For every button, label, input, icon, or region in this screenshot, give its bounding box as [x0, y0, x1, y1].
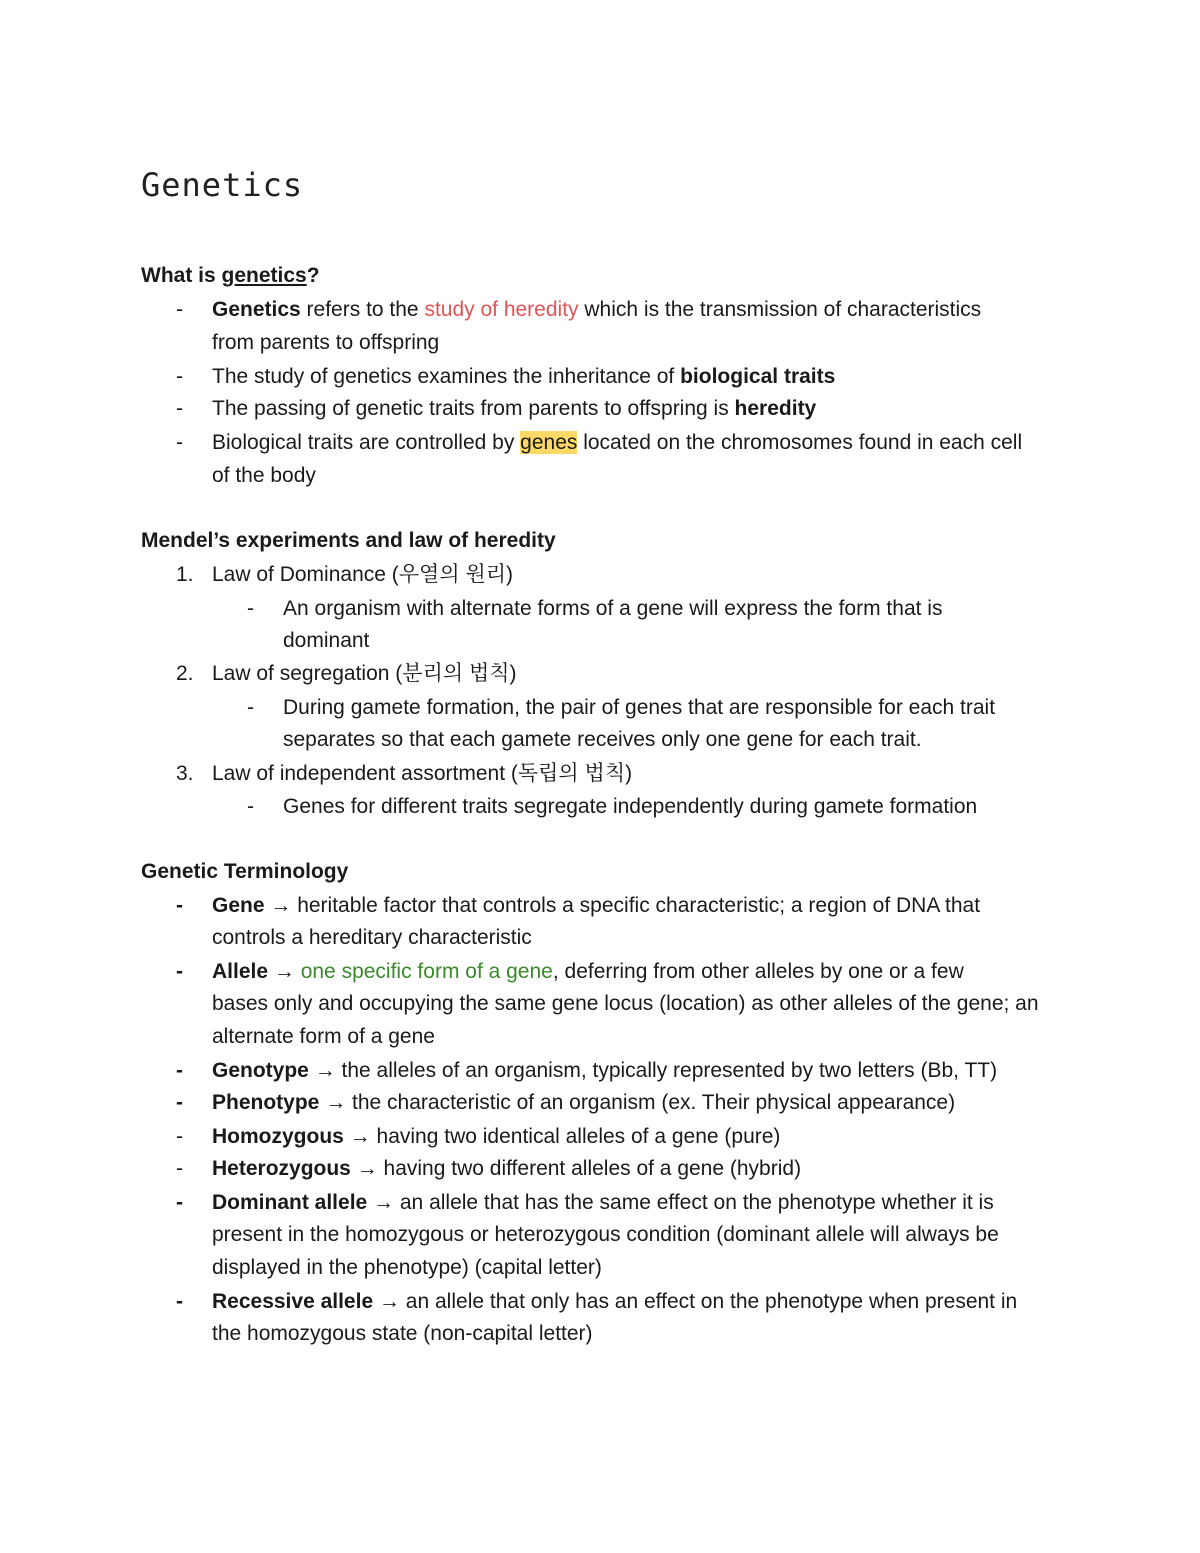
list-number: 2. — [176, 662, 194, 685]
sub-bullet-line: Genes for different traits segregate independently during gamete formation — [283, 795, 978, 818]
term-line — [212, 1054, 997, 1087]
bullet-dash: - — [176, 1191, 183, 1214]
definition-continuation: the homozygous state (non-capital letter) — [212, 1322, 593, 1345]
definition: → an allele that has the same effect on the phenotype whether it is — [367, 1191, 994, 1214]
definition-continuation: bases only and occupying the same gene locus (location) as other alleles of the gene; an — [212, 992, 1039, 1015]
definition: → an allele that only has an effect on the phenotype when present in — [373, 1290, 1018, 1313]
term-line — [212, 889, 980, 922]
bold-term: biological traits — [680, 365, 836, 388]
text: The study of genetics examines the inheritance of — [212, 365, 681, 388]
bullet-dash: - — [176, 1157, 183, 1180]
page-title: Genetics — [141, 166, 304, 204]
bullet-dash: - — [176, 298, 183, 321]
list-number: 3. — [176, 762, 194, 785]
definition: → having two identical alleles of a gene (pure) — [343, 1125, 781, 1148]
definition-continuation: controls a hereditary characteristic — [212, 926, 532, 949]
bullet-dash: - — [176, 894, 183, 917]
arrow: → — [268, 960, 301, 983]
definition: , deferring from other alleles by one or a few — [552, 960, 964, 983]
term-line — [212, 1152, 801, 1185]
term-allele: Allele — [212, 960, 269, 983]
heading-suffix: ? — [306, 264, 320, 287]
text: which is the transmission of characteristics — [578, 298, 982, 321]
bullet-line — [212, 392, 816, 425]
text: Biological traits are controlled by — [212, 431, 521, 454]
bold-term: Genetics — [212, 298, 301, 321]
highlighted-text: genes — [520, 431, 578, 454]
sub-bullet-line: During gamete formation, the pair of genes that are responsible for each trait — [283, 696, 996, 719]
highlight-green-text: one specific form of a gene — [300, 960, 553, 983]
highlight-red-text: study of heredity — [424, 298, 579, 321]
term-genotype: Genotype — [212, 1059, 309, 1082]
list-item-label: Law of Dominance (우열의 원리) — [212, 563, 514, 586]
term-line — [212, 1120, 780, 1153]
list-number: 1. — [176, 563, 194, 586]
bullet-line — [212, 426, 1022, 459]
term-phenotype: Phenotype — [212, 1091, 320, 1114]
bold-term: heredity — [734, 397, 817, 420]
text: The passing of genetic traits from parents to offspring is — [212, 397, 735, 420]
bullet-dash: - — [176, 1091, 183, 1114]
definition: → heritable factor that controls a specific characteristic; a region of DNA that — [264, 894, 981, 917]
bullet-dash: - — [176, 1059, 183, 1082]
section-heading-mendel: Mendel’s experiments and law of heredity — [141, 529, 556, 552]
sub-bullet-dash: - — [247, 597, 254, 620]
bullet-dash: - — [176, 960, 183, 983]
heading-genetics-underlined: genetics — [221, 264, 307, 287]
definition: → the alleles of an organism, typically represented by two letters (Bb, TT) — [308, 1059, 998, 1082]
list-item-label: Law of independent assortment (독립의 법칙) — [212, 762, 633, 785]
bullet-dash: - — [176, 431, 183, 454]
bullet-dash: - — [176, 397, 183, 420]
text: located on the chromosomes found in each cell — [577, 431, 1023, 454]
definition-continuation: displayed in the phenotype) (capital letter) — [212, 1256, 602, 1279]
term-homozygous: Homozygous — [212, 1125, 344, 1148]
term-line — [212, 1285, 1017, 1318]
definition-continuation: present in the homozygous or heterozygous condition (dominant allele will always be — [212, 1223, 999, 1246]
definition-continuation: alternate form of a gene — [212, 1025, 435, 1048]
section-heading-what-is-genetics — [141, 264, 320, 288]
term-line — [212, 1186, 994, 1219]
term-line — [212, 1086, 955, 1119]
term-dominant-allele: Dominant allele — [212, 1191, 368, 1214]
term-recessive-allele: Recessive allele — [212, 1290, 374, 1313]
bullet-dash: - — [176, 365, 183, 388]
list-item-label: Law of segregation (분리의 법칙) — [212, 662, 517, 685]
sub-bullet-line: An organism with alternate forms of a gene will express the form that is — [283, 597, 943, 620]
sub-bullet-continuation: dominant — [283, 629, 370, 652]
text: refers to the — [300, 298, 425, 321]
bullet-dash: - — [176, 1125, 183, 1148]
bullet-line — [212, 360, 835, 393]
definition: → the characteristic of an organism (ex. Their physical appearance) — [319, 1091, 956, 1114]
term-line — [212, 955, 964, 988]
sub-bullet-dash: - — [247, 696, 254, 719]
term-heterozygous: Heterozygous — [212, 1157, 351, 1180]
section-heading-terminology: Genetic Terminology — [141, 860, 349, 883]
bullet-continuation: of the body — [212, 464, 316, 487]
bullet-line — [212, 293, 981, 326]
bullet-dash: - — [176, 1290, 183, 1313]
sub-bullet-continuation: separates so that each gamete receives only one gene for each trait. — [283, 728, 922, 751]
heading-prefix: What is — [141, 264, 222, 287]
sub-bullet-dash: - — [247, 795, 254, 818]
term-gene: Gene — [212, 894, 265, 917]
bullet-continuation: from parents to offspring — [212, 331, 440, 354]
definition: → having two different alleles of a gene (hybrid) — [350, 1157, 802, 1180]
